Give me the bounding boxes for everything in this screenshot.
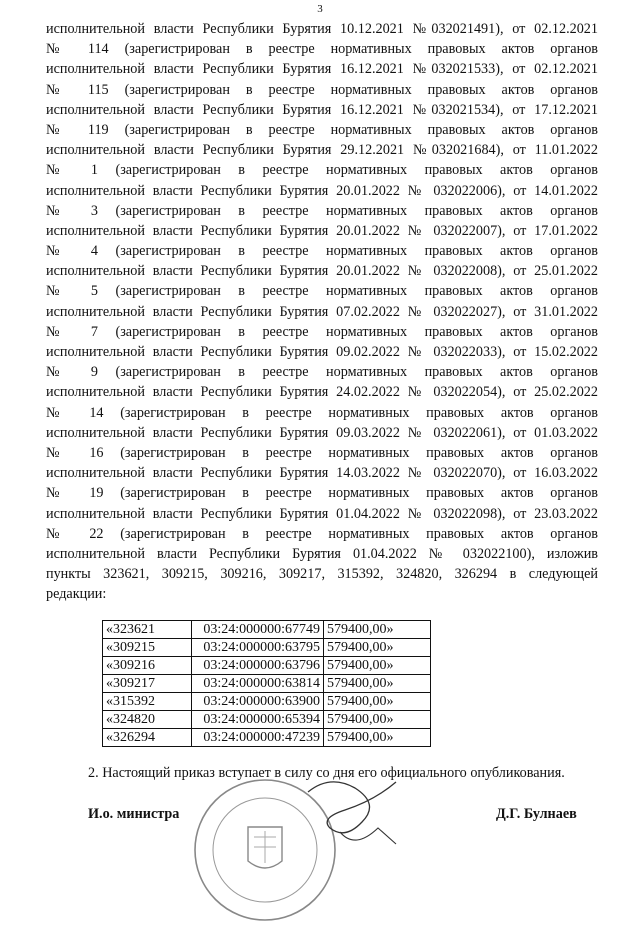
cadastral-value-table	[102, 620, 431, 747]
clause-2-effective-date: 2. Настоящий приказ вступает в силу со дня его официального опубликования.	[88, 765, 565, 781]
paragraph-line: № 1 (зарегистрирован в реестре нормативных правовых актов органов	[46, 162, 598, 179]
paragraph-line: исполнительной власти Республики Бурятия 07.02.2022 № 032022027), от 31.01.2022	[46, 303, 598, 320]
paragraph-line: исполнительной власти Республики Бурятия 20.01.2022 № 032022007), от 17.01.2022	[46, 222, 598, 239]
table-row	[103, 729, 431, 747]
body-paragraph	[46, 19, 598, 604]
item-number-cell: «326294	[103, 729, 192, 747]
paragraph-line: исполнительной власти Республики Бурятия 20.01.2022 № 032022008), от 25.01.2022	[46, 263, 598, 280]
table-row	[103, 639, 431, 657]
paragraph-line: № 14 (зарегистрирован в реестре нормативных правовых актов органов	[46, 404, 598, 421]
paragraph-line: № 115 (зарегистрирован в реестре нормативных правовых актов органов	[46, 81, 598, 98]
cadastral-number-cell: 03:24:000000:63814	[192, 675, 324, 693]
table-row	[103, 657, 431, 675]
item-number-cell: «323621	[103, 621, 192, 639]
paragraph-line: № 22 (зарегистрирован в реестре нормативных правовых актов органов	[46, 525, 598, 542]
cadastral-number-cell: 03:24:000000:65394	[192, 711, 324, 729]
handwritten-signature	[300, 770, 410, 855]
cadastral-number-cell: 03:24:000000:63900	[192, 693, 324, 711]
item-number-cell: «309217	[103, 675, 192, 693]
paragraph-line: исполнительной власти Республики Бурятия 16.12.2021 №032021533), от 02.12.2021	[46, 61, 598, 78]
paragraph-line: № 19 (зарегистрирован в реестре нормативных правовых актов органов	[46, 485, 598, 502]
cadastral-value-cell: 579400,00»	[324, 693, 431, 711]
paragraph-line: № 5 (зарегистрирован в реестре нормативных правовых актов органов	[46, 283, 598, 300]
cadastral-value-cell: 579400,00»	[324, 639, 431, 657]
paragraph-line: № 4 (зарегистрирован в реестре нормативных правовых актов органов	[46, 243, 598, 260]
paragraph-line: исполнительной власти Республики Бурятия 29.12.2021 №032021684), от 11.01.2022	[46, 142, 598, 159]
item-number-cell: «324820	[103, 711, 192, 729]
item-number-cell: «315392	[103, 693, 192, 711]
paragraph-line: исполнительной власти Республики Бурятия 10.12.2021 №032021491), от 02.12.2021	[46, 21, 598, 37]
paragraph-line: исполнительной власти Республики Бурятия 09.02.2022 № 032022033), от 15.02.2022	[46, 344, 598, 360]
item-number-cell: «309216	[103, 657, 192, 675]
cadastral-number-cell: 03:24:000000:67749	[192, 621, 324, 639]
cadastral-value-cell: 579400,00»	[324, 729, 431, 747]
paragraph-line: исполнительной власти Республики Бурятия 01.04.2022 № 032022100), изложив	[46, 545, 598, 562]
cadastral-value-cell: 579400,00»	[324, 621, 431, 639]
table-row	[103, 693, 431, 711]
cadastral-number-cell: 03:24:000000:63795	[192, 639, 324, 657]
cadastral-value-cell: 579400,00»	[324, 711, 431, 729]
signer-title: И.о. министра	[88, 806, 180, 822]
paragraph-line: пункты 323621, 309215, 309216, 309217, 315392, 324820, 326294 в следующей	[46, 566, 598, 583]
table-row	[103, 675, 431, 693]
paragraph-line: № 3 (зарегистрирован в реестре нормативных правовых актов органов	[46, 202, 598, 219]
table-row	[103, 621, 431, 639]
paragraph-line: редакции:	[46, 586, 107, 603]
signer-name: Д.Г. Булнаев	[496, 806, 577, 822]
cadastral-value-cell: 579400,00»	[324, 657, 431, 675]
table-row	[103, 711, 431, 729]
page-number: 3	[317, 3, 323, 15]
paragraph-line: исполнительной власти Республики Бурятия 20.01.2022 № 032022006), от 14.01.2022	[46, 182, 598, 199]
paragraph-line: исполнительной власти Республики Бурятия 09.03.2022 № 032022061), от 01.03.2022	[46, 424, 598, 441]
paragraph-line: исполнительной власти Республики Бурятия 24.02.2022 № 032022054), от 25.02.2022	[46, 384, 598, 401]
paragraph-line: № 9 (зарегистрирован в реестре нормативных правовых актов органов	[46, 364, 598, 381]
cadastral-value-cell: 579400,00»	[324, 675, 431, 693]
paragraph-line: № 16 (зарегистрирован в реестре нормативных правовых актов органов	[46, 444, 598, 461]
paragraph-line: № 7 (зарегистрирован в реестре нормативных правовых актов органов	[46, 323, 598, 340]
cadastral-number-cell: 03:24:000000:63796	[192, 657, 324, 675]
paragraph-line: № 119 (зарегистрирован в реестре нормативных правовых актов органов	[46, 121, 598, 138]
paragraph-line: исполнительной власти Республики Бурятия 16.12.2021 №032021534), от 17.12.2021	[46, 101, 598, 118]
paragraph-line: исполнительной власти Республики Бурятия 01.04.2022 № 032022098), от 23.03.2022	[46, 505, 598, 522]
item-number-cell: «309215	[103, 639, 192, 657]
paragraph-line: № 114 (зарегистрирован в реестре нормативных правовых актов органов	[46, 41, 598, 58]
cadastral-number-cell: 03:24:000000:47239	[192, 729, 324, 747]
paragraph-line: исполнительной власти Республики Бурятия 14.03.2022 № 032022070), от 16.03.2022	[46, 465, 598, 482]
